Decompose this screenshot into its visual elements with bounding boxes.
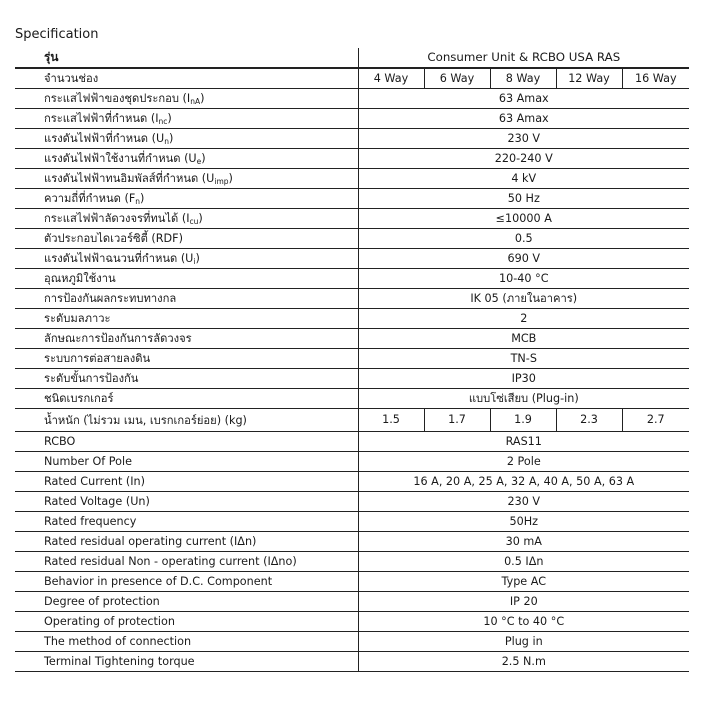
spec-value: 50 Hz	[358, 189, 689, 209]
rcbo-row	[15, 652, 689, 672]
spec-label-text: กระแสไฟฟ้าที่กำหนด (I	[44, 112, 159, 125]
spec-label-tail: )	[201, 152, 206, 165]
spec-label-text: แรงดันไฟฟ้าฉนวนที่กำหนด (U	[44, 252, 194, 265]
page-heading: Specification	[15, 27, 99, 42]
spec-label-subscript: i	[193, 257, 196, 266]
rcbo-label: RCBO	[15, 432, 358, 452]
spec-label-text: แรงดันไฟฟ้าใช้งานที่กำหนด (U	[44, 152, 197, 165]
rcbo-row	[15, 492, 689, 512]
rcbo-spec-label: Operating of protection	[15, 612, 358, 632]
spec-label-tail: )	[198, 212, 203, 225]
weight-label: น้ำหนัก (ไม่รวม เมน, เบรกเกอร์ย่อย) (kg)	[15, 409, 358, 432]
spec-value: MCB	[358, 329, 689, 349]
rcbo-spec-label: Terminal Tightening torque	[15, 652, 358, 672]
spec-label-text: ระบบการต่อสายลงดิน	[44, 352, 151, 365]
spec-label-text: ระดับขั้นการป้องกัน	[44, 372, 139, 385]
spec-row	[15, 269, 689, 289]
spec-label-tail: )	[228, 172, 233, 185]
spec-label-text: ชนิดเบรกเกอร์	[44, 392, 114, 405]
spec-label-tail: )	[200, 92, 205, 105]
spec-row	[15, 369, 689, 389]
spec-row	[15, 169, 689, 189]
spec-label	[15, 89, 358, 109]
spec-value: 2	[358, 309, 689, 329]
rcbo-spec-label: Rated residual Non - operating current (IΔno)	[15, 552, 358, 572]
rcbo-header-row	[15, 432, 689, 452]
spec-label	[15, 149, 358, 169]
rcbo-spec-label: Number Of Pole	[15, 452, 358, 472]
spec-value: แบบโซ่เสียบ (Plug-in)	[358, 389, 689, 409]
spec-value: 10-40 °C	[358, 269, 689, 289]
spec-value: 63 Amax	[358, 89, 689, 109]
spec-row	[15, 249, 689, 269]
rcbo-spec-value: 10 °C to 40 °C	[358, 612, 689, 632]
spec-label	[15, 369, 358, 389]
rcbo-row	[15, 612, 689, 632]
spec-value: IP30	[358, 369, 689, 389]
spec-label-tail: )	[195, 252, 200, 265]
spec-label-text: ความถี่ที่กำหนด (F	[44, 192, 136, 205]
spec-label-text: อุณหภูมิใช้งาน	[44, 272, 116, 285]
spec-row	[15, 329, 689, 349]
rcbo-spec-value: 0.5 IΔn	[358, 552, 689, 572]
spec-label-subscript: e	[196, 157, 202, 166]
rcbo-spec-label: Rated frequency	[15, 512, 358, 532]
spec-table-body	[15, 48, 689, 672]
spec-row	[15, 309, 689, 329]
spec-row	[15, 109, 689, 129]
spec-label-text: กระแสไฟฟ้าของชุดประกอบ (I	[44, 92, 191, 105]
ways-label: จำนวนช่อง	[15, 68, 358, 89]
model-value: Consumer Unit & RCBO USA RAS	[358, 48, 689, 68]
rcbo-row	[15, 572, 689, 592]
way-cell: 6 Way	[424, 68, 490, 89]
spec-row	[15, 289, 689, 309]
rcbo-spec-label: Rated Voltage (Un)	[15, 492, 358, 512]
spec-label-subscript: cu	[189, 217, 199, 226]
spec-label-subscript: imp	[214, 177, 229, 186]
rcbo-spec-label: Behavior in presence of D.C. Component	[15, 572, 358, 592]
model-row	[15, 48, 689, 68]
spec-value: 63 Amax	[358, 109, 689, 129]
way-cell: 8 Way	[490, 68, 556, 89]
rcbo-row	[15, 552, 689, 572]
rcbo-row	[15, 512, 689, 532]
spec-label	[15, 169, 358, 189]
spec-row	[15, 389, 689, 409]
spec-label	[15, 189, 358, 209]
rcbo-spec-value: 230 V	[358, 492, 689, 512]
spec-label	[15, 349, 358, 369]
spec-label-subscript: n	[164, 137, 169, 146]
spec-label-text: ตัวประกอบไดเวอร์ซิตี้ (RDF)	[44, 232, 183, 245]
spec-label	[15, 229, 358, 249]
spec-label-text: การป้องกันผลกระทบทางกล	[44, 292, 177, 305]
spec-row	[15, 209, 689, 229]
rcbo-spec-value: 16 A, 20 A, 25 A, 32 A, 40 A, 50 A, 63 A	[358, 472, 689, 492]
spec-value: 4 kV	[358, 169, 689, 189]
spec-label	[15, 269, 358, 289]
rcbo-spec-label: Degree of protection	[15, 592, 358, 612]
weight-cell: 2.7	[622, 409, 689, 432]
way-cell: 4 Way	[358, 68, 424, 89]
rcbo-model: RAS11	[358, 432, 689, 452]
spec-label-tail: )	[168, 132, 174, 145]
weight-cell: 2.3	[556, 409, 622, 432]
rcbo-row	[15, 592, 689, 612]
spec-value: TN-S	[358, 349, 689, 369]
spec-label	[15, 109, 358, 129]
spec-label	[15, 209, 358, 229]
weight-cell: 1.5	[358, 409, 424, 432]
spec-label-text: แรงดันไฟฟ้าทนอิมพัลส์ที่กำหนด (U	[44, 172, 215, 185]
rcbo-spec-value: IP 20	[358, 592, 689, 612]
spec-label	[15, 289, 358, 309]
spec-label-text: ลักษณะการป้องกันการลัดวงจร	[44, 332, 192, 345]
spec-label	[15, 329, 358, 349]
spec-label-tail: )	[167, 112, 172, 125]
spec-label-text: กระแสไฟฟ้าลัดวงจรที่ทนได้ (I	[44, 212, 190, 225]
spec-value: 690 V	[358, 249, 689, 269]
spec-value: IK 05 (ภายในอาคาร)	[358, 289, 689, 309]
spec-label-subscript: nc	[158, 117, 168, 126]
spec-row	[15, 349, 689, 369]
way-cell: 12 Way	[556, 68, 622, 89]
rcbo-spec-value: 2 Pole	[358, 452, 689, 472]
spec-row	[15, 149, 689, 169]
spec-value: 220-240 V	[358, 149, 689, 169]
spec-label	[15, 129, 358, 149]
rcbo-spec-value: 30 mA	[358, 532, 689, 552]
weight-cell: 1.7	[424, 409, 490, 432]
spec-label-subscript: n	[135, 197, 141, 206]
spec-label	[15, 389, 358, 409]
rcbo-row	[15, 532, 689, 552]
ways-row	[15, 68, 689, 89]
rcbo-spec-label: Rated residual operating current (IΔn)	[15, 532, 358, 552]
rcbo-spec-value: Plug in	[358, 632, 689, 652]
rcbo-spec-value: Type AC	[358, 572, 689, 592]
spec-row	[15, 229, 689, 249]
spec-value: ≤10000 A	[358, 209, 689, 229]
spec-label	[15, 309, 358, 329]
spec-value: 0.5	[358, 229, 689, 249]
rcbo-row	[15, 452, 689, 472]
rcbo-row	[15, 632, 689, 652]
spec-label-text: แรงดันไฟฟ้าที่กำหนด (U	[44, 132, 165, 145]
rcbo-row	[15, 472, 689, 492]
rcbo-spec-label: The method of connection	[15, 632, 358, 652]
weight-cell: 1.9	[490, 409, 556, 432]
rcbo-spec-value: 2.5 N.m	[358, 652, 689, 672]
rcbo-spec-label: Rated Current (In)	[15, 472, 358, 492]
model-label: รุ่น	[15, 48, 358, 68]
spec-row	[15, 129, 689, 149]
spec-table	[15, 48, 689, 672]
way-cell: 16 Way	[622, 68, 689, 89]
spec-label-text: ระดับมลภาวะ	[44, 312, 111, 325]
spec-row	[15, 89, 689, 109]
spec-label	[15, 249, 358, 269]
weight-row	[15, 409, 689, 432]
spec-row	[15, 189, 689, 209]
spec-label-tail: )	[140, 192, 145, 205]
spec-label-subscript: nA	[190, 97, 201, 106]
spec-value: 230 V	[358, 129, 689, 149]
rcbo-spec-value: 50Hz	[358, 512, 689, 532]
